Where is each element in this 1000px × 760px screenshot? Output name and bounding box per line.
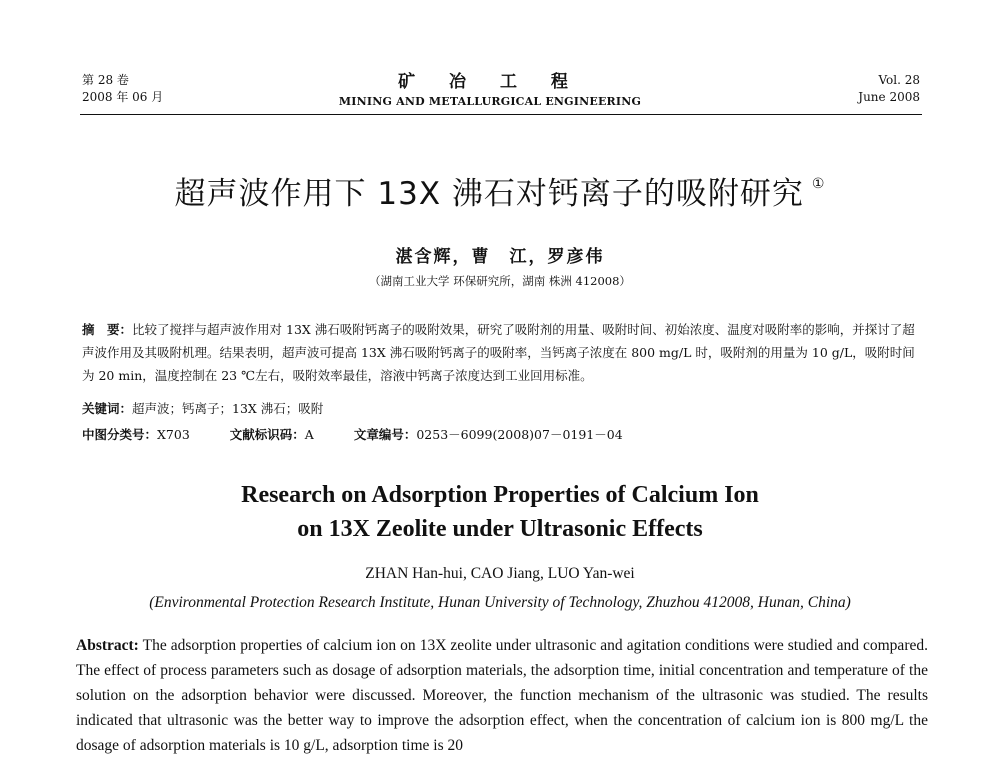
keywords-text: 超声波；钙离子；13X 沸石；吸附 (132, 401, 324, 416)
keywords-label: 关键词： (82, 401, 133, 416)
doc-code-label: 文献标识码： (229, 427, 305, 442)
clc-label: 中图分类号： (82, 427, 158, 442)
chinese-title-text: 超声波作用下 13X 沸石对钙离子的吸附研究 (174, 176, 804, 212)
footnote-mark: ① (811, 176, 826, 192)
clc-value: X703 (157, 427, 190, 442)
english-abstract (76, 633, 928, 758)
english-affiliation: (Environmental Protection Research Institute, Hunan University of Technology, Zhuzhou 412008, Hunan, China) (149, 594, 851, 611)
english-authors: ZHAN Han-hui, CAO Jiang, LUO Yan-wei (365, 565, 635, 582)
english-title-line-1: Research on Adsorption Properties of Calcium Ion (241, 482, 759, 508)
chinese-abstract-text: 比较了搅拌与超声波作用对 13X 沸石吸附钙离子的吸附效果，研究了吸附剂的用量、吸附时间、初始浓度、温度对吸附率的影响，并探讨了超声波作用及其吸附机理。结果表明，超声波可提高 13X 沸石吸附钙离子的吸附率，当钙离子浓度在 800 mg/L 时，吸附剂的用量为 10 g/L，吸附时间为 20 min，温度控制在 23 ℃左右，吸附效率最佳，溶液中钙离子浓度达到工业回用标准。 (82, 322, 915, 383)
english-title-line-2: on 13X Zeolite under Ultrasonic Effects (297, 516, 703, 542)
english-abstract-label: Abstract: (76, 637, 139, 654)
chinese-keywords (82, 399, 323, 417)
header-rule (80, 114, 922, 115)
doc-code-value: A (304, 427, 314, 442)
chinese-abstract (82, 318, 922, 387)
header-right (858, 72, 920, 106)
chinese-abstract-label: 摘 要： (82, 322, 133, 337)
date-cn: 2008 年 06 月 (82, 90, 164, 104)
english-title (0, 478, 1000, 546)
chinese-affiliation: （湖南工业大学 环保研究所，湖南 株洲 412008） (369, 274, 631, 288)
english-abstract-text: The adsorption properties of calcium ion on 13X zeolite under ultrasonic and agitation conditions were studied and compared. The effect of process parameters such as dosage of adsorption materials, the adsorption time, initial concentration and temperature of the solution on the adsorption behavior were discussed. Moreover, the function mechanism of the ultrasonic was studied. The results indicated that ultrasonic was the better way to improve the adsorption effect, when the concentration of calcium ion is 800 mg/L the dosage of adsorption materials is 10 g/L, adsorption time is 20 (76, 637, 928, 754)
journal-name-cn: 矿 冶 工 程 (398, 72, 582, 92)
classification-line (82, 425, 623, 443)
date-en: June 2008 (858, 90, 920, 104)
chinese-authors: 湛含辉，曹 江，罗彦伟 (395, 247, 605, 267)
volume-cn: 第 28 卷 (82, 73, 129, 87)
article-number-label: 文章编号： (353, 427, 417, 442)
header-left (82, 72, 163, 106)
chinese-title (0, 168, 1000, 213)
article-number-value: 0253－6099(2008)07－0191－04 (416, 427, 623, 442)
journal-name-en: MINING AND METALLURGICAL ENGINEERING (338, 95, 642, 108)
volume-en: Vol. 28 (878, 73, 920, 87)
journal-header (260, 72, 720, 111)
